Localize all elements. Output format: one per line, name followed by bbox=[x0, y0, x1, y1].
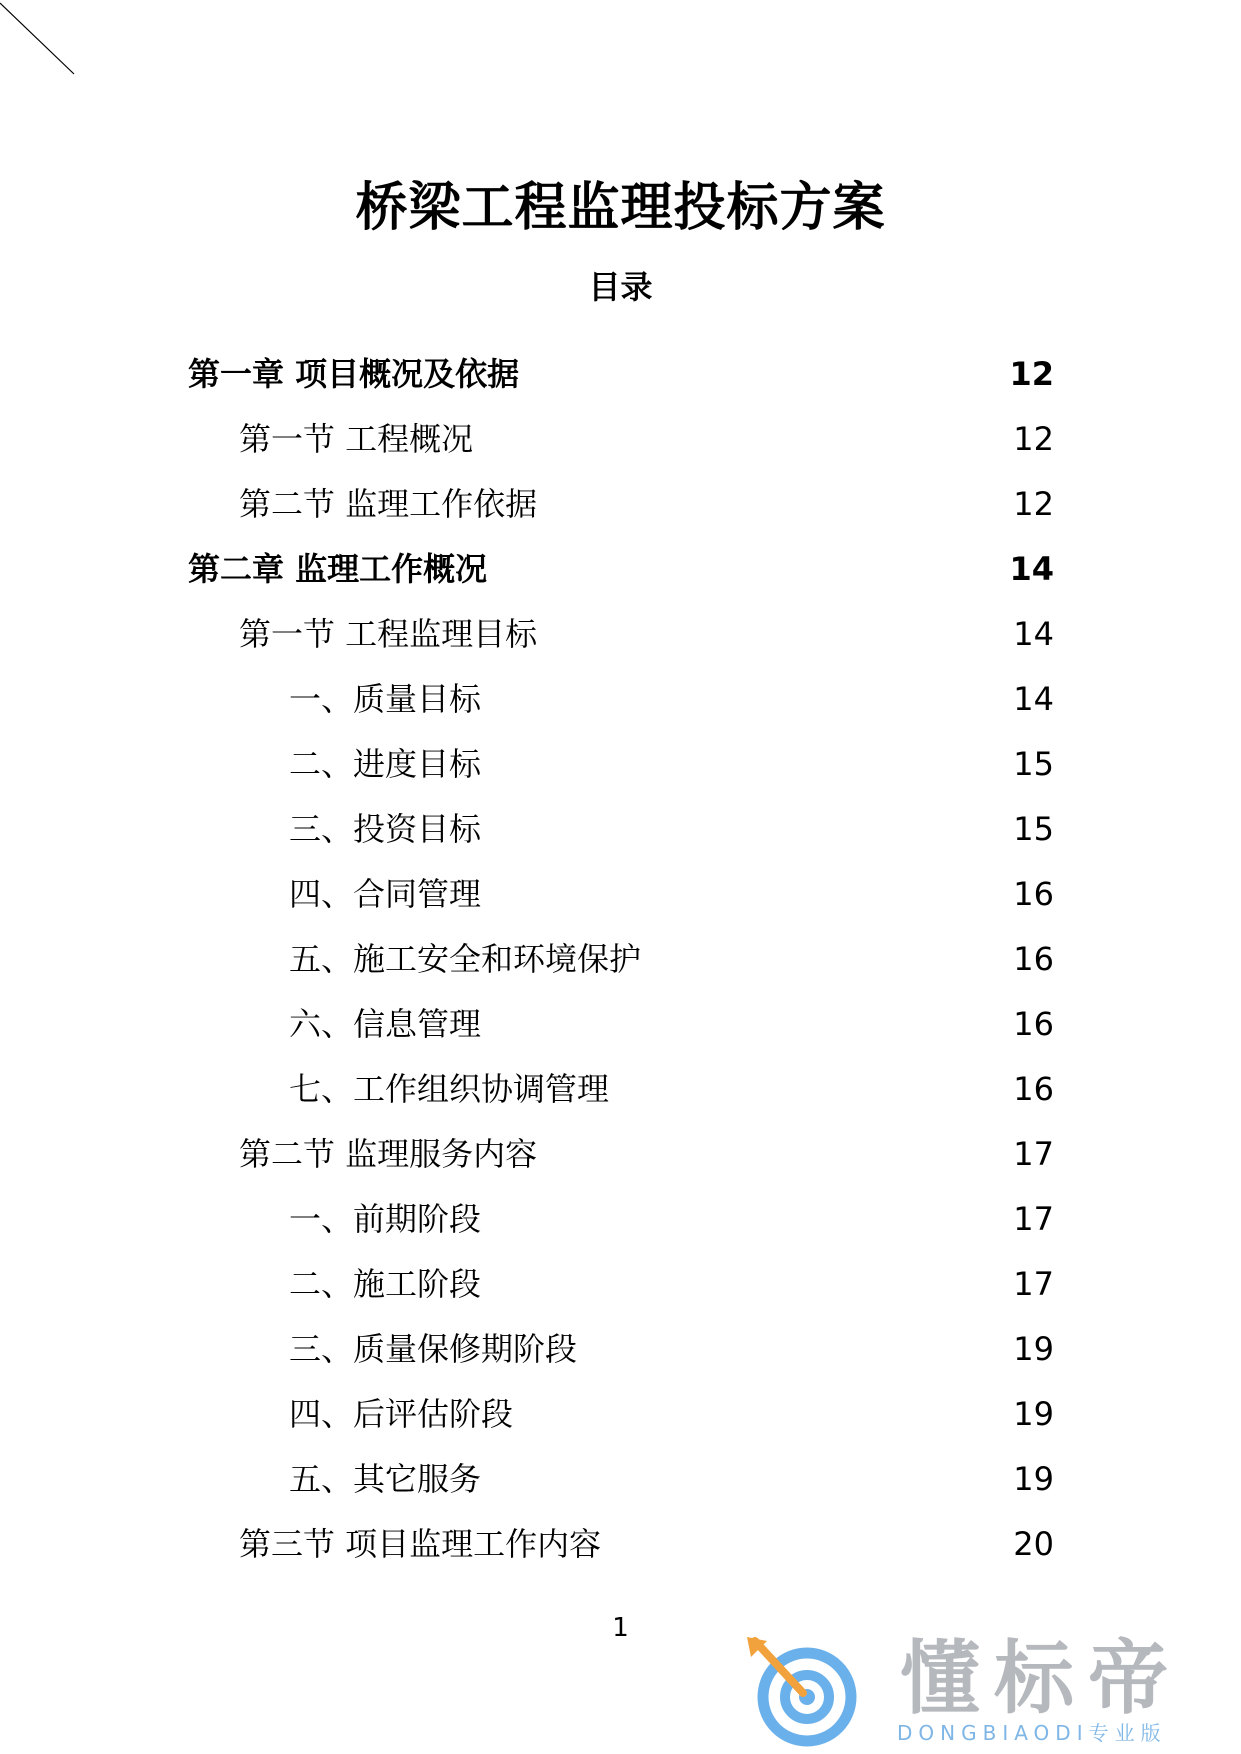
toc-entry-label: 五、其它服务 bbox=[289, 1460, 482, 1498]
target-arrow-icon bbox=[745, 1635, 865, 1747]
toc-entry-label: 一、前期阶段 bbox=[289, 1200, 482, 1238]
toc-entry-page: 19 bbox=[1013, 1395, 1054, 1433]
toc-entry-label: 七、工作组织协调管理 bbox=[289, 1070, 610, 1108]
toc-entry-label: 二、进度目标 bbox=[289, 745, 482, 783]
toc-entry[interactable] bbox=[188, 1000, 1054, 1065]
toc-entry-label: 二、施工阶段 bbox=[289, 1265, 482, 1303]
toc-entry[interactable] bbox=[188, 480, 1054, 545]
toc-entry-label: 第三节 项目监理工作内容 bbox=[239, 1525, 602, 1563]
toc-entry-page: 14 bbox=[1009, 550, 1054, 588]
toc-entry[interactable] bbox=[188, 675, 1054, 740]
toc-entry-label: 三、投资目标 bbox=[289, 810, 482, 848]
toc-entry-page: 14 bbox=[1013, 680, 1054, 718]
corner-fold-line bbox=[0, 0, 80, 80]
toc-entry-page: 16 bbox=[1013, 1005, 1054, 1043]
toc-entry-label: 第二章 监理工作概况 bbox=[188, 550, 488, 588]
toc-entry-page: 16 bbox=[1013, 940, 1054, 978]
toc-entry-label: 第二节 监理服务内容 bbox=[239, 1135, 538, 1173]
toc-entry-page: 19 bbox=[1013, 1330, 1054, 1368]
toc-entry-label: 四、合同管理 bbox=[289, 875, 482, 913]
toc-entry-label: 一、质量目标 bbox=[289, 680, 482, 718]
toc-entry-page: 17 bbox=[1013, 1265, 1054, 1303]
watermark-subtitle: DONGBIAODI专业版 bbox=[897, 1721, 1167, 1745]
toc-entry-page: 16 bbox=[1013, 875, 1054, 913]
toc-entry[interactable] bbox=[188, 1520, 1054, 1585]
toc-entry-page: 12 bbox=[1013, 485, 1054, 523]
table-of-contents bbox=[188, 350, 1054, 1585]
toc-entry-page: 17 bbox=[1013, 1200, 1054, 1238]
toc-entry[interactable] bbox=[188, 1130, 1054, 1195]
toc-entry-label: 五、施工安全和环境保护 bbox=[289, 940, 642, 978]
page-number: 1 bbox=[612, 1613, 629, 1643]
toc-entry-page: 15 bbox=[1013, 745, 1054, 783]
toc-entry-page: 12 bbox=[1009, 355, 1054, 393]
toc-entry-page: 15 bbox=[1013, 810, 1054, 848]
toc-entry[interactable] bbox=[188, 415, 1054, 480]
toc-entry[interactable] bbox=[188, 1195, 1054, 1260]
toc-entry-page: 19 bbox=[1013, 1460, 1054, 1498]
toc-entry-page: 14 bbox=[1013, 615, 1054, 653]
toc-entry[interactable] bbox=[188, 1455, 1054, 1520]
toc-entry-page: 16 bbox=[1013, 1070, 1054, 1108]
toc-entry-label: 三、质量保修期阶段 bbox=[289, 1330, 578, 1368]
toc-entry-page: 20 bbox=[1013, 1525, 1054, 1563]
toc-entry[interactable] bbox=[188, 1065, 1054, 1130]
toc-entry[interactable] bbox=[188, 350, 1054, 415]
toc-entry[interactable] bbox=[188, 610, 1054, 675]
toc-entry-label: 六、信息管理 bbox=[289, 1005, 482, 1043]
watermark-brand: 懂标帝 bbox=[900, 1632, 1182, 1725]
toc-entry-page: 17 bbox=[1013, 1135, 1054, 1173]
watermark bbox=[745, 1632, 1215, 1747]
toc-entry[interactable] bbox=[188, 1390, 1054, 1455]
toc-entry-label: 四、后评估阶段 bbox=[289, 1395, 514, 1433]
toc-entry[interactable] bbox=[188, 935, 1054, 1000]
toc-entry[interactable] bbox=[188, 1325, 1054, 1390]
toc-entry-label: 第一章 项目概况及依据 bbox=[188, 355, 520, 393]
toc-entry-label: 第一节 工程概况 bbox=[239, 420, 474, 458]
toc-entry-label: 第二节 监理工作依据 bbox=[239, 485, 538, 523]
toc-entry[interactable] bbox=[188, 545, 1054, 610]
toc-entry-page: 12 bbox=[1013, 420, 1054, 458]
toc-entry[interactable] bbox=[188, 870, 1054, 935]
toc-entry[interactable] bbox=[188, 1260, 1054, 1325]
toc-heading: 目录 bbox=[588, 268, 653, 306]
toc-entry[interactable] bbox=[188, 740, 1054, 805]
document-title: 桥梁工程监理投标方案 bbox=[355, 178, 886, 238]
toc-entry[interactable] bbox=[188, 805, 1054, 870]
toc-entry-label: 第一节 工程监理目标 bbox=[239, 615, 538, 653]
